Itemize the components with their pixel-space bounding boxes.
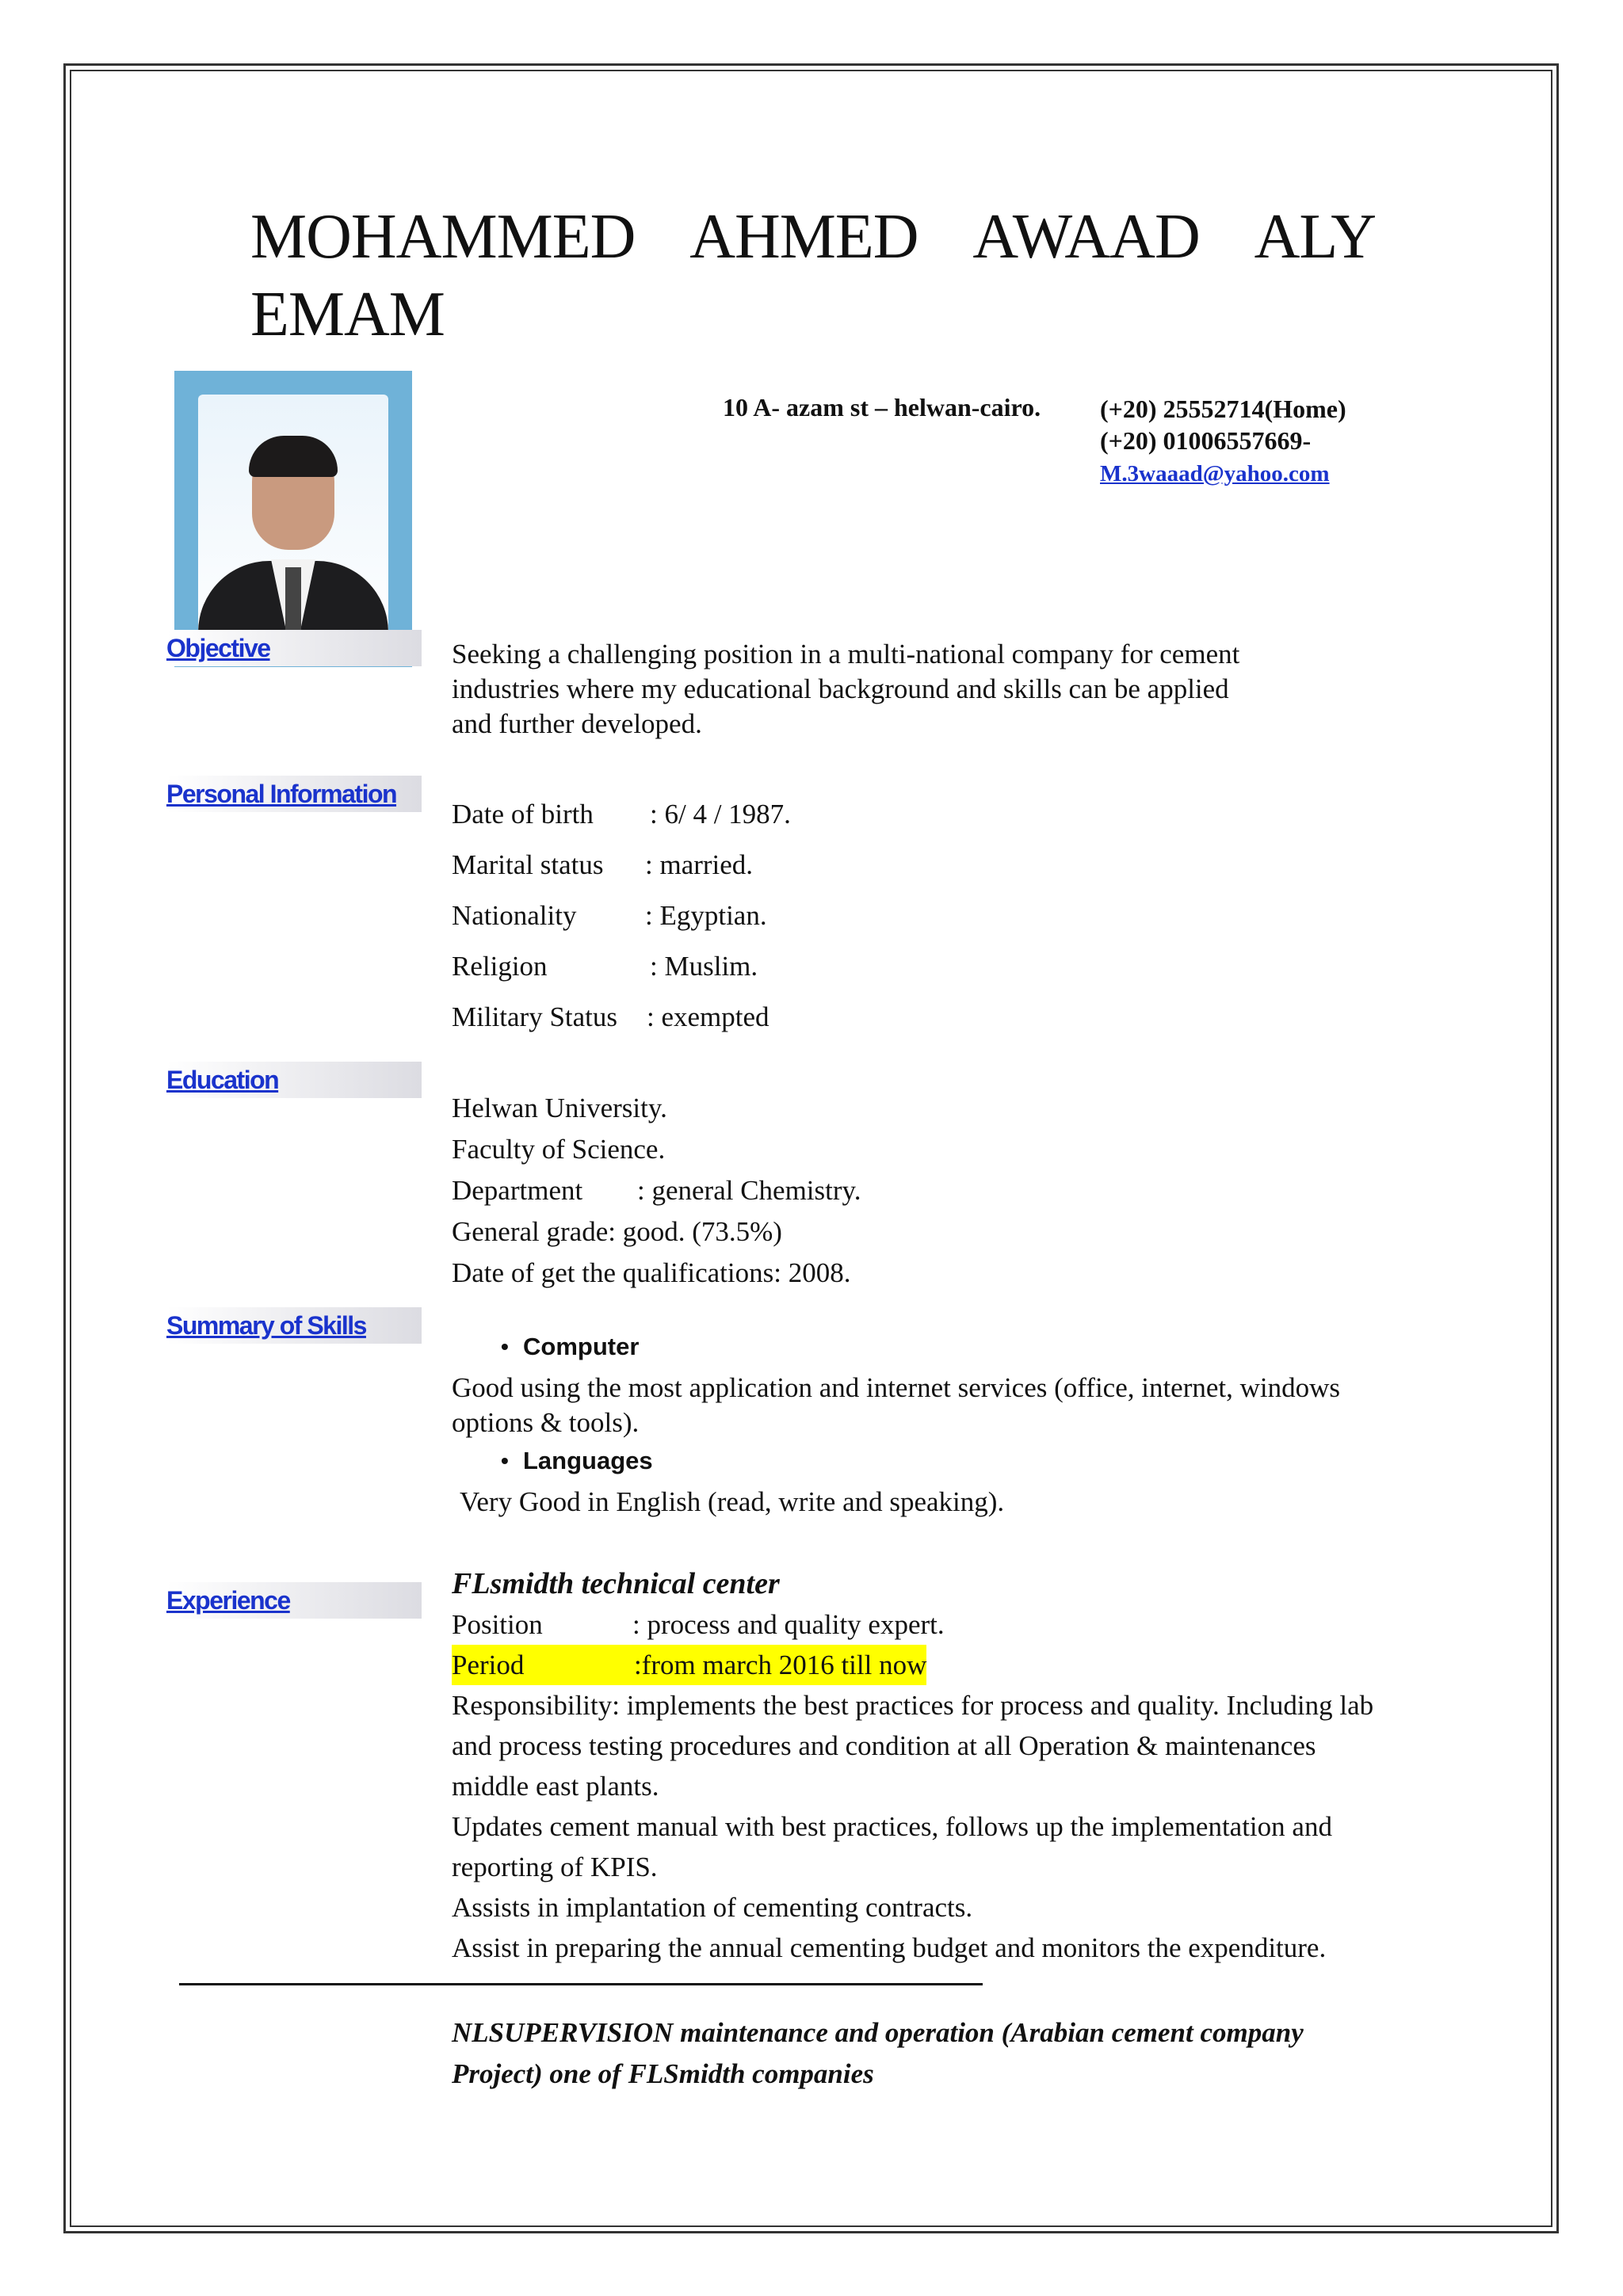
personal-info xyxy=(452,789,791,1043)
position-row xyxy=(452,1604,1373,1645)
bullet-icon: • xyxy=(501,1448,509,1473)
military-row xyxy=(452,992,791,1043)
marital-label: Marital status xyxy=(452,849,604,880)
phone-home: (+20) 25552714(Home) xyxy=(1100,395,1346,423)
religion-value: : Muslim. xyxy=(650,951,758,982)
period-highlight xyxy=(452,1645,926,1685)
section-label-objective[interactable]: Objective xyxy=(166,630,422,666)
name-line-1: MOHAMMED AHMED AWAAD ALY xyxy=(250,202,1376,272)
position-label: Position xyxy=(452,1609,543,1640)
horizontal-divider xyxy=(179,1983,983,1985)
languages-line: Very Good in English (read, write and speaking). xyxy=(460,1486,1005,1517)
nationality-row xyxy=(452,891,791,941)
address: 10 A- azam st – helwan-cairo. xyxy=(723,393,1041,421)
nationality-value: : Egyptian. xyxy=(645,900,767,931)
skill-title-languages: Languages xyxy=(523,1447,653,1474)
skill-title-computer: Computer xyxy=(523,1333,640,1360)
general-grade: General grade: good. (73.5%) xyxy=(452,1216,782,1247)
email-link[interactable]: M.3waaad@yahoo.com xyxy=(1100,461,1330,486)
marital-value: : married. xyxy=(645,849,754,880)
faculty: Faculty of Science. xyxy=(452,1134,666,1165)
objective-line: Seeking a challenging position in a multi-national company for cement xyxy=(452,639,1240,669)
religion-row xyxy=(452,941,791,992)
dob-row xyxy=(452,789,791,840)
experience-info xyxy=(452,1564,1373,1968)
company-name-2 xyxy=(452,2012,1434,2095)
nationality-label: Nationality xyxy=(452,900,577,931)
marital-row xyxy=(452,840,791,891)
department-row xyxy=(452,1170,861,1211)
phone-mobile: (+20) 01006557669- xyxy=(1100,426,1312,455)
computer-line: Good using the most application and internet services (office, internet, windows xyxy=(452,1372,1341,1403)
responsibility-line: Updates cement manual with best practices, follows up the implementation and xyxy=(452,1811,1332,1842)
responsibility-line: middle east plants. xyxy=(452,1771,659,1802)
bullet-icon: • xyxy=(501,1334,509,1359)
section-label-personal-information[interactable]: Personal Information xyxy=(166,776,422,812)
section-label-education[interactable]: Education xyxy=(166,1062,422,1098)
section-label-experience[interactable]: Experience xyxy=(166,1582,422,1619)
computer-line: options & tools). xyxy=(452,1407,640,1438)
period-value: :from march 2016 till now xyxy=(634,1650,927,1680)
responsibility-line: Responsibility: implements the best practices for process and quality. Including lab xyxy=(452,1690,1374,1721)
company-name: FLsmidth technical center xyxy=(452,1567,780,1600)
department-label: Department xyxy=(452,1175,583,1206)
education-info xyxy=(452,1088,861,1294)
responsibility-line: and process testing procedures and condition at all Operation & maintenances xyxy=(452,1730,1316,1761)
department-value: : general Chemistry. xyxy=(637,1175,861,1206)
period-row xyxy=(452,1645,1373,1685)
religion-label: Religion xyxy=(452,951,548,982)
objective-line: and further developed. xyxy=(452,708,702,739)
objective-line: industries where my educational background and skills can be applied xyxy=(452,673,1229,704)
contact-block xyxy=(1100,393,1346,490)
photo-hair xyxy=(249,436,338,477)
university: Helwan University. xyxy=(452,1093,667,1123)
dob-label: Date of birth xyxy=(452,799,594,830)
skill-item-languages xyxy=(452,1440,1340,1482)
skill-item-computer xyxy=(452,1326,1340,1367)
dob-value: : 6/ 4 / 1987. xyxy=(650,799,791,830)
qualification-date: Date of get the qualifications: 2008. xyxy=(452,1257,851,1288)
position-value: : process and quality expert. xyxy=(632,1609,945,1640)
military-value: : exempted xyxy=(647,1001,769,1032)
military-label: Military Status xyxy=(452,1001,618,1032)
responsibility-line: Assists in implantation of cementing contracts. xyxy=(452,1892,973,1923)
period-label: Period xyxy=(452,1650,525,1680)
candidate-name xyxy=(250,198,1376,353)
profile-photo xyxy=(174,371,412,667)
section-label-summary-of-skills[interactable]: Summary of Skills xyxy=(166,1307,422,1344)
objective-text xyxy=(452,637,1239,742)
responsibility-line: Assist in preparing the annual cementing budget and monitors the expenditure. xyxy=(452,1932,1327,1963)
company2-line: NLSUPERVISION maintenance and operation (Arabian cement company xyxy=(452,2017,1304,2048)
skills-info xyxy=(452,1326,1340,1520)
responsibility-line: reporting of KPIS. xyxy=(452,1852,658,1882)
photo-portrait xyxy=(198,395,388,664)
company2-line: Project) one of FLSmidth companies xyxy=(452,2058,874,2089)
name-line-2: EMAM xyxy=(250,280,445,349)
